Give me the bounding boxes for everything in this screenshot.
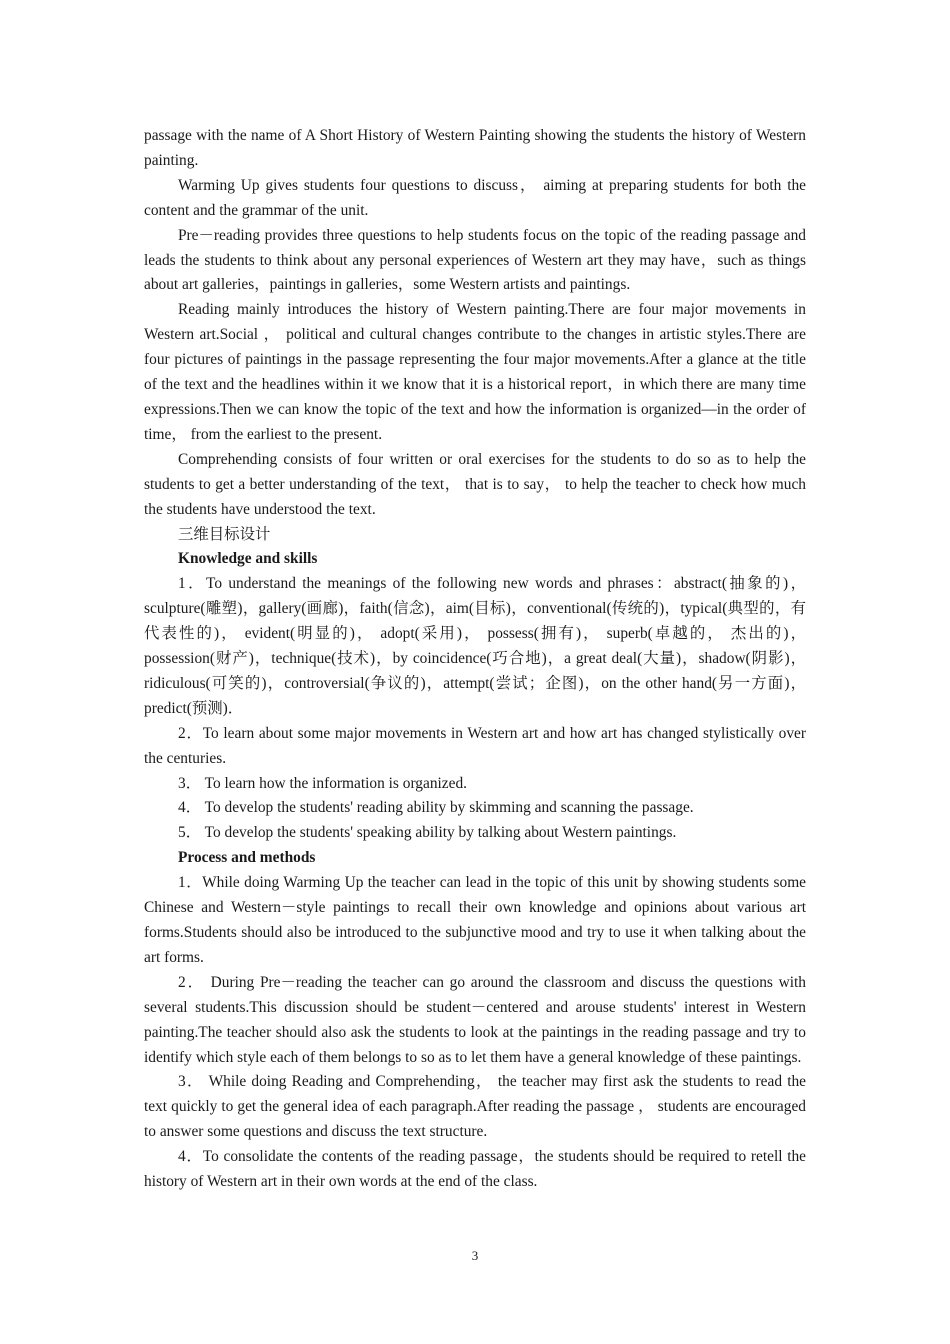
paragraph-warming-up: Warming Up gives students four questions to discuss， aiming at preparing students for both the content and the grammar of the unit. bbox=[144, 176, 806, 219]
process-item-3: 3． While doing Reading and Comprehending， the teacher may first ask the students to read the text quickly to get the general idea of each paragraph.After reading the passage ， students are encouraged to answer some questions and discuss the text structure. bbox=[144, 1073, 806, 1141]
document-body bbox=[144, 124, 806, 1195]
section-title: 三维目标设计 bbox=[178, 525, 271, 543]
process-item-4: 4．To consolidate the contents of the reading passage，the students should be required to retell the history of Western art in their own words at the end of the class. bbox=[144, 1148, 806, 1191]
page-number: 3 bbox=[471, 1248, 479, 1263]
knowledge-item-4: 4． To develop the students' reading ability by skimming and scanning the passage. bbox=[178, 799, 694, 817]
process-item-2: 2． During Pre－reading the teacher can go around the classroom and discuss the questions with several students.This discussion should be student－centered and arouse students' interest in Western painting.The teacher should also ask the students to look at the paintings in the reading passage and try to identify which style each of them belongs to so as to let them have a general knowledge of these paintings. bbox=[144, 973, 806, 1066]
knowledge-item-5: 5． To develop the students' speaking ability by talking about Western paintings. bbox=[178, 824, 677, 842]
knowledge-heading: Knowledge and skills bbox=[178, 550, 318, 568]
knowledge-item-2: 2．To learn about some major movements in Western art and how art has changed stylistically over the centuries. bbox=[144, 724, 806, 767]
paragraph-reading: Reading mainly introduces the history of Western painting.There are four major movements in Western art.Social ， political and cultural changes contribute to the changes in artistic styles.There are four pictures of paintings in the passage representing the four major movements.After a glance at the title of the text and the headlines within it we know that it is a historical report，in which there are many time expressions.Then we can know the topic of the text and how the information is organized—in the order of time， from the earliest to the present. bbox=[144, 301, 806, 443]
process-heading: Process and methods bbox=[178, 849, 316, 867]
process-item-1: 1．While doing Warming Up the teacher can lead in the topic of this unit by showing students some Chinese and Western－style paintings to recall their own knowledge and opinions about various art forms.Students should also be introduced to the subjunctive mood and try to use it when talking about the art forms. bbox=[144, 874, 806, 966]
paragraph-comprehending: Comprehending consists of four written or oral exercises for the students to do so as to help the students to get a better understanding of the text， that is to say， to help the teacher to check how much the students have understood the text. bbox=[144, 450, 806, 518]
knowledge-item-1: 1．To understand the meanings of the following new words and phrases：abstract(抽象的)，sculpture(雕塑)，gallery(画廊)，faith(信念)，aim(目标)，conventional(传统的)，typical(典型的，有代表性的)， evident(明显的)， adopt(采用)， possess(拥有)， superb(卓越的， 杰出的)，possession(财产)，technique(技术)，by coincidence(巧合地)，a great deal(大量)，shadow(阴影)，ridiculous(可笑的)，controversial(争议的)，attempt(尝试；企图)，on the other hand(另一方面)，predict(预测)． bbox=[144, 575, 806, 717]
knowledge-item-3: 3． To learn how the information is organized. bbox=[178, 774, 468, 792]
paragraph-continued-passage: passage with the name of A Short History of Western Painting showing the students the history of Western painting. bbox=[144, 127, 806, 169]
paragraph-pre-reading: Pre－reading provides three questions to help students focus on the topic of the reading passage and leads the students to think about any personal experiences of Western art they may have，such as things about art galleries，paintings in galleries，some Western artists and paintings. bbox=[144, 226, 806, 294]
